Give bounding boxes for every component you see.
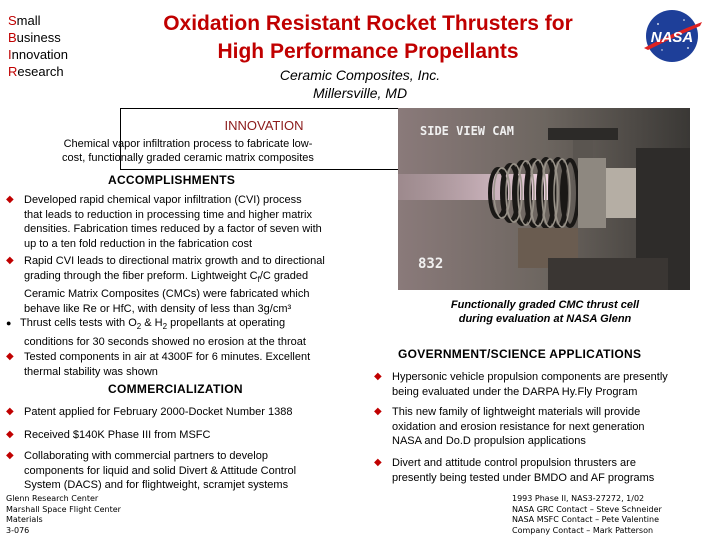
commercialization-item: ◆ Received $140K Phase III from MSFC xyxy=(6,429,211,441)
sbir-line: Small xyxy=(8,13,41,28)
accomplishment-item: ◆ Rapid CVI leads to directional matrix growth and to directional grading through the fiber preform. Lightweight $C_f/C$ graded Ceramic Matrix Composites (CMCs) were fabricated which behave like Re or HfC, with density of less than 3g/cm³ xyxy=(6,255,325,315)
accomplishment-item: ● Thrust cells tests with $O_2$ & $H_2$ propellants at operating conditions for 30 seconds showed no erosion at the throat xyxy=(6,317,306,348)
accomplishment-item: ◆ Tested components in air at 4300F for 6 minutes. Excellent thermal stability was shown xyxy=(6,351,311,378)
sbir-line: Business xyxy=(8,30,61,45)
commercialization-title: COMMERCIALIZATION xyxy=(108,382,243,396)
government-item: ◆ Hypersonic vehicle propulsion components are presently being evaluated under the DARPA Hy.Fly Program xyxy=(374,371,668,398)
diamond-bullet-icon: ◆ xyxy=(6,255,14,266)
accomplishments-title: ACCOMPLISHMENTS xyxy=(108,173,236,187)
photo-caption: Functionally graded CMC thrust cell during evaluation at NASA Glenn xyxy=(450,299,640,325)
sbir-label xyxy=(8,12,68,80)
company-name: Ceramic Composites, Inc. xyxy=(279,67,441,83)
diamond-bullet-icon: ◆ xyxy=(6,351,14,362)
company-info xyxy=(230,66,490,102)
government-item: ◆ This new family of lightweight materials will provide oxidation and erosion resistance for next generation NASA and Do.D propulsion applications xyxy=(374,406,645,447)
diamond-bullet-icon: ◆ xyxy=(6,429,14,440)
nasa-logo-icon xyxy=(640,4,704,68)
diamond-bullet-icon: ◆ xyxy=(6,194,14,205)
diamond-bullet-icon: ◆ xyxy=(374,371,382,382)
innovation-title: INNOVATION xyxy=(224,118,304,133)
diamond-bullet-icon: ◆ xyxy=(374,457,382,468)
footer-right: 1993 Phase II, NAS3-27272, 1/02 NASA GRC Contact – Steve Schneider NASA MSFC Contact – Pete Valentine Company Contact – Mark Patterson xyxy=(512,494,662,535)
cam-counter: 832 xyxy=(418,256,444,272)
commercialization-item: ◆ Collaborating with commercial partners to develop components for liquid and solid Divert & Attitude Control System (DACS) and for flightweight, scramjet systems xyxy=(6,450,297,491)
government-item: ◆ Divert and attitude control propulsion thrusters are presently being tested under BMDO and AF programs xyxy=(374,457,655,484)
diamond-bullet-icon: ◆ xyxy=(6,406,14,417)
government-applications-title: GOVERNMENT/SCIENCE APPLICATIONS xyxy=(398,347,642,361)
sbir-line: Research xyxy=(8,64,64,79)
svg-text:NASA: NASA xyxy=(650,29,694,46)
thruster-photo xyxy=(398,108,690,290)
diamond-bullet-icon: ◆ xyxy=(6,450,14,461)
footer-left: Glenn Research Center Marshall Space Flight Center Materials 3-076 xyxy=(6,494,121,535)
cam-label: SIDE VIEW CAM xyxy=(420,124,514,138)
sbir-line: Innovation xyxy=(8,47,69,62)
dot-bullet-icon: ● xyxy=(6,318,12,328)
commercialization-item: ◆ Patent applied for February 2000-Docket Number 1388 xyxy=(6,406,293,418)
accomplishment-item: ◆ Developed rapid chemical vapor infiltration (CVI) process that leads to reduction in processing time and higher matrix densities. Fabrication times reduced by a factor of seven with up to a ten fold reduction in the fabrication cost xyxy=(6,194,322,250)
innovation-text: Chemical vapor infiltration process to fabricate low- cost, functionally graded ceramic matrix composites xyxy=(62,138,314,164)
company-location: Millersville, MD xyxy=(312,85,408,101)
diamond-bullet-icon: ◆ xyxy=(374,406,382,417)
page-title: Oxidation Resistant Rocket Thrusters for High Performance Propellants xyxy=(163,12,573,63)
